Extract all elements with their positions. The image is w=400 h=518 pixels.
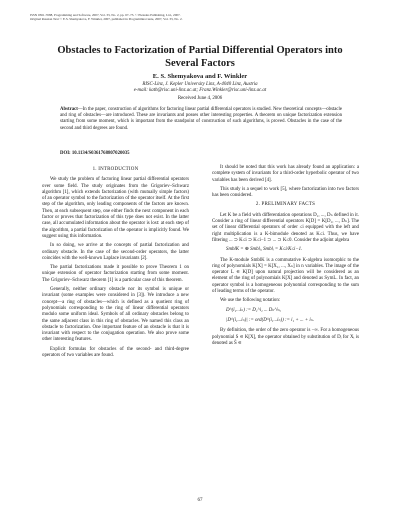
paragraph: In so doing, we arrive at the concepts of partial factorization and ordinary obstacle. In the case of the second-order operators, the latter coincides with the well-known Laplace invariants [2].: [42, 243, 189, 261]
paper-authors: E. S. Shemyakova and F. Winkler: [152, 73, 248, 80]
formula-notation-2: |D^(i₁...iₙ)| := ord(D^(i₁...iₙ)) := i₁ + ... + iₙ.: [226, 317, 314, 323]
left-column: [42, 165, 189, 362]
page-number: 67: [197, 498, 203, 503]
paragraph: Generally, neither ordinary obstacle nor its symbol is unique or invariant (some examples were considered in [3]). We introduce a new concept—a ring of obstacles—which is defined as a quotient ring of polynomials corresponding to the ring of linear differential operators modulo some uniform ideal. Symbols of all ordinary obstacles belong to the same adjacent class in this ring of obstacles. We named this class an obstacle to factorization. One important feature of an obstacle is that it is invariant with respect to the conjugation operation. We also prove some other interesting features.: [42, 287, 189, 343]
doi: DOI: 10.1134/S0361768807020035: [60, 151, 130, 156]
paragraph: Explicit formulas for obstacles of the second- and third-degree operators of two variables are found.: [42, 346, 189, 359]
paragraph: Let K be a field with differentiation operations D₁, ..., Dₙ defined in it. Consider a ring of linear differential operators K[D] = K[D₁, ..., Dₙ]. The set of linear differential operators of order ≤i equipped with the left and right multiplication is a K-bimodule denoted as K≤i. Thus, we have filtering ... ⊃ K≤i ⊃ K≤i−1 ⊃ ... ⊃ K≤0. Consider the adjoint algebra: [212, 212, 359, 243]
abstract: [60, 107, 342, 132]
affiliation-block: [40, 82, 360, 94]
paragraph: The partial factorizations made it possible to prove Theorem 1 on unique extension of operator factorization starting from some moment. The Grigoriev–Schwarz theorem [1] is a particular case of this theorem.: [42, 265, 189, 283]
paragraph: This study is a sequel to work [5], where factorization into two factors has been considered.: [212, 186, 359, 199]
affiliation: RISC-Linz, J. Kepler University Linz, A-4040 Linz, Austria: [142, 82, 258, 87]
section-heading-introduction: 1. INTRODUCTION: [92, 167, 139, 172]
formula-adjoint-algebra: SmblK = ⊕ Smblᵢ, Smblᵢ = K≤i/K≤i−1.: [226, 247, 303, 253]
section-heading-preliminary-facts: 2. PRELIMINARY FACTS: [255, 202, 316, 208]
paragraph: It should be noted that this work has already found an application: a complete system of invariants for a third-order hyperbolic operator of two variables has been derived [4].: [212, 165, 359, 183]
right-column: [212, 165, 359, 350]
received-date: Received June 4, 2006: [177, 96, 223, 101]
email: e-mail: kath@risc.uni-linz.ac.at; Franz.Winkler@risc.uni-linz.ac.at: [133, 88, 267, 94]
paragraph: The K-module SmblK is a commutative K-algebra isomorphic to the ring of polynomials K[X] = K[X₁, ..., Xₙ] in n variables. The image of the operator L ∈ K[D] upon natural projection will be considered as an element of the ring of polynomials K[X] and denoted as SymL. In fact, an operator symbol is a homogeneous polynomial corresponding to the sum of leading terms of the operator.: [212, 257, 359, 295]
formula-notation-1: D^(i₁...iₙ) := D₁^i₁ ... Dₙ^iₙ,: [226, 307, 281, 313]
header-line-1: ISSN 0361-7688, Programming and Software, 2007, Vol. 33, No. 2, pp. 67–73. © Pleiades Publishing, Ltd., 2007.: [30, 13, 181, 17]
header-line-2: Original Russian Text © E.S. Shemyakova, F. Winkler, 2007, published in Programmirovanie, 2007, Vol. 33, No. 2.: [30, 17, 183, 22]
paragraph: By definition, the order of the zero operator is −∞. For a homogeneous polynomial S ∈ K[X], the operator obtained by substitution of Dᵢ for Xᵢ is denoted as Ŝ ∈: [212, 328, 359, 346]
abstract-label: Abstract: [60, 107, 78, 112]
paper-title: Obstacles to Factorization of Partial Differential Operators into Several Factors: [57, 45, 343, 69]
abstract-text: —In the paper, construction of algorithms for factoring linear partial differential operators is studied. New theoretical concepts—obstacle and ring of obstacles—are introduced. These are invariants and posses other interesting properties. A theorem on unique factorization extension starting from some moment, which is important from the standpoint of construction of such algorithms, is proved. Obstacles in the case of the second and third degrees are found.: [60, 107, 342, 131]
paragraph: We study the problem of factoring linear partial differential operators over some field. The study originates from the Grigoriev–Schwarz algorithm [1], which extends factorization (with mutually simple factors) of an operator symbol to the factorization of the operator itself. At the first step of the algorithm, only leading components of the factors are known. Then, at each subsequent step, one either finds the next component in each factor or proves that factorization of this type does not exist. In the latter case, all accumulated information about the operator is lost: at each step of the algorithm, a partial factorization of the operator is implicitly found. We suggest using this information.: [42, 177, 189, 239]
journal-header: [30, 13, 370, 21]
paragraph: We use the following notation:: [220, 298, 281, 304]
